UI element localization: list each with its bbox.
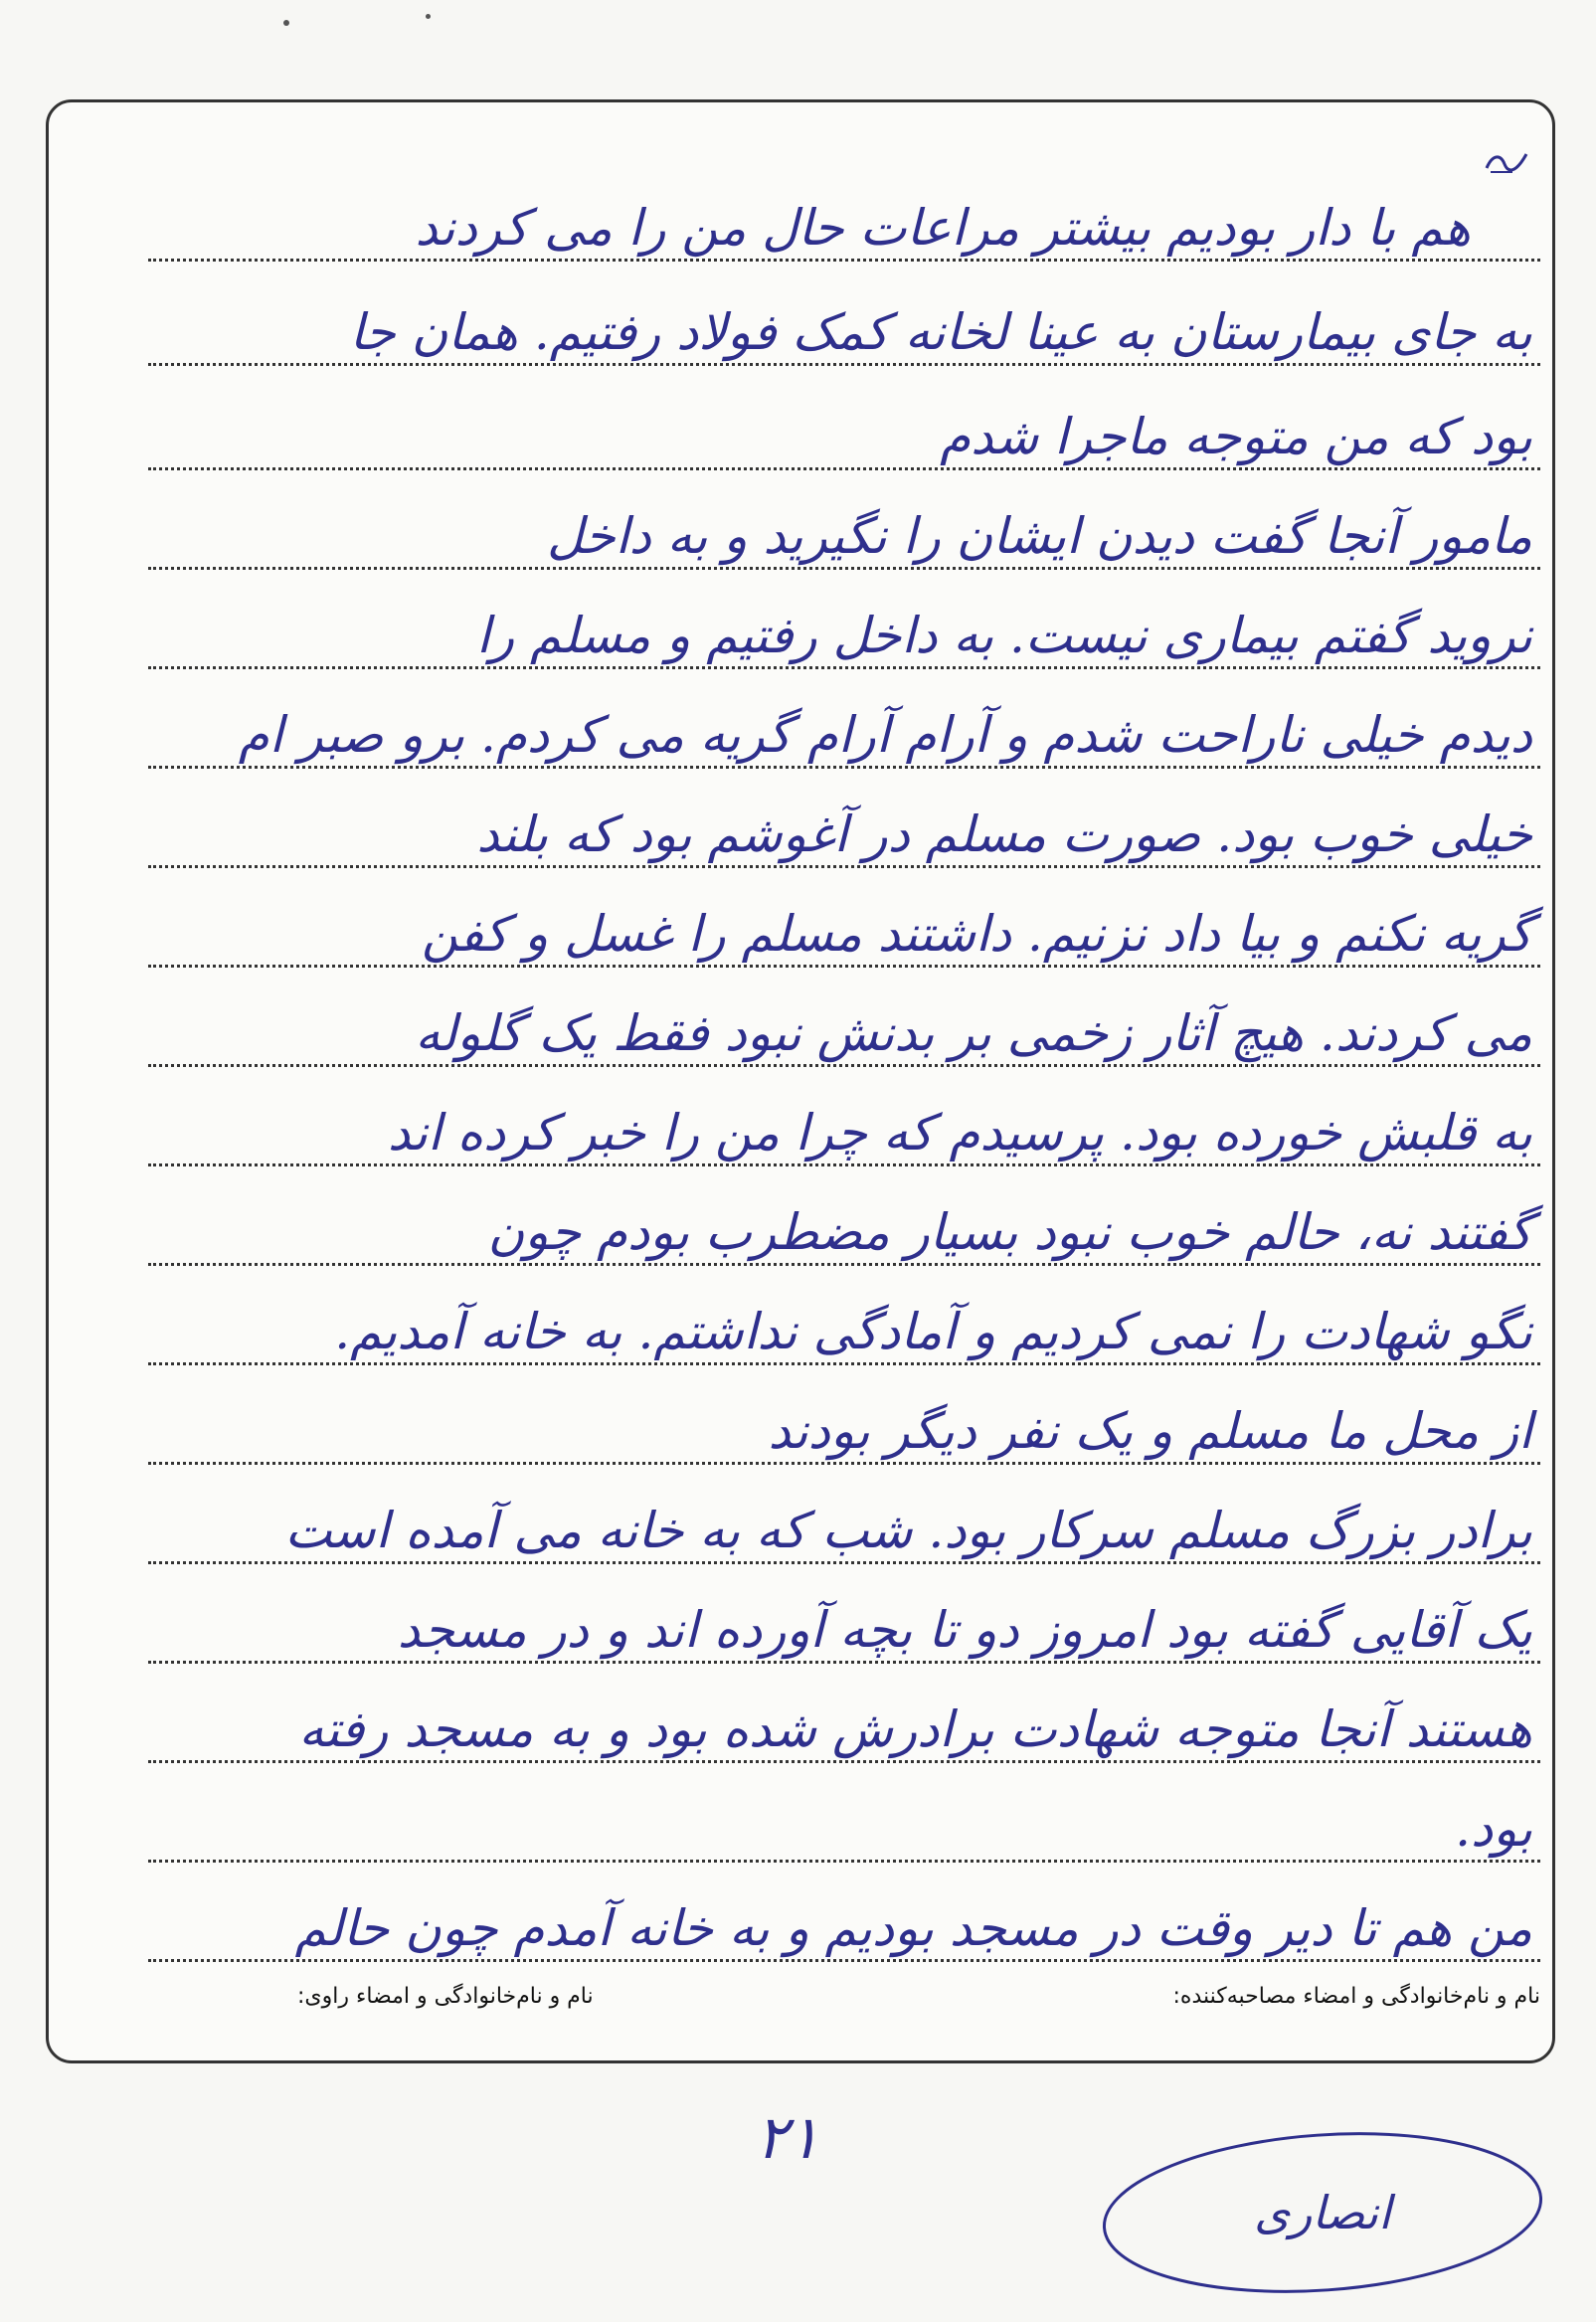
- handwritten-text: بود که من متوجه ماجرا شدم: [940, 408, 1532, 465]
- handwritten-text: بود.: [1455, 1800, 1532, 1858]
- handwritten-text: هستند آنجا متوجه شهادت برادرش شده بود و به مسجد رفته: [298, 1700, 1532, 1758]
- handwritten-text: هم با دار بودیم بیشتر مراعات حال من را می کردند: [415, 199, 1471, 257]
- ink-speck: [283, 20, 289, 26]
- handwritten-text: گفتند نه، حالم خوب نبود بسیار مضطرب بودم چون: [487, 1203, 1532, 1261]
- writing-line: [148, 689, 1540, 769]
- handwritten-text: دیدم خیلی ناراحت شدم و آرام آرام گریه می کردم. برو صبر ام: [238, 706, 1532, 764]
- handwritten-text: نگو شهادت را نمی کردیم و آمادگی نداشتم. به خانه آمدیم.: [334, 1303, 1532, 1360]
- writing-line: [148, 286, 1540, 366]
- signature-stamp: [1094, 2128, 1551, 2297]
- handwritten-text: یک آقایی گفته بود امروز دو تا بچه آورده اند و در مسجد: [397, 1601, 1532, 1659]
- writing-line: [148, 1783, 1540, 1863]
- handwritten-text: نروید گفتم بیماری نیست. به داخل رفتیم و مسلم را: [476, 607, 1532, 664]
- writing-line: [148, 1385, 1540, 1465]
- writing-line: [148, 1485, 1540, 1564]
- handwritten-text: به جای بیمارستان به عینا لخانه کمک فولاد رفتیم. همان جا: [349, 303, 1532, 361]
- handwritten-text: از محل ما مسلم و یک نفر دیگر بودند: [768, 1402, 1532, 1460]
- writing-line: [148, 1286, 1540, 1365]
- handwritten-text: می کردند. هیچ آثار زخمی بر بدنش نبود فقط یک گلوله: [415, 1004, 1532, 1062]
- writing-line: [148, 1584, 1540, 1664]
- writing-line: [148, 789, 1540, 868]
- form-frame: [46, 99, 1555, 2063]
- writing-line: [148, 888, 1540, 968]
- writing-line: [148, 182, 1540, 262]
- interviewer-signature-label: نام و نام‌خانوادگی و امضاء مصاحبه‌کننده:: [1172, 1984, 1540, 2009]
- writing-line: [148, 987, 1540, 1067]
- narrator-signature-label: نام و نام‌خانوادگی و امضاء راوی:: [297, 1984, 594, 2009]
- handwritten-text: من هم تا دیر وقت در مسجد بودیم و به خانه آمدم چون حالم: [294, 1899, 1532, 1957]
- page-number: ۲۱: [756, 2103, 820, 2173]
- signature: انصاری: [1254, 2186, 1391, 2239]
- writing-line: [148, 391, 1540, 470]
- handwritten-text: برادر بزرگ مسلم سرکار بود. شب که به خانه می آمده است: [284, 1502, 1532, 1559]
- writing-line: [148, 1684, 1540, 1763]
- handwritten-text: به قلبش خورده بود. پرسیدم که چرا من را خبر کرده اند: [387, 1104, 1532, 1161]
- handwritten-text: مامور آنجا گفت دیدن ایشان را نگیرید و به داخل: [546, 507, 1532, 565]
- writing-line: [148, 1882, 1540, 1962]
- writing-line: [148, 1186, 1540, 1266]
- handwritten-text: گریه نکنم و بیا داد نزنیم. داشتند مسلم را غسل و کفن: [422, 905, 1532, 963]
- writing-line: [148, 490, 1540, 570]
- pen-icon: [1483, 146, 1530, 176]
- writing-line: [148, 590, 1540, 669]
- writing-line: [148, 1087, 1540, 1166]
- ink-speck: [426, 14, 431, 19]
- handwritten-text: خیلی خوب بود. صورت مسلم در آغوشم بود که بلند: [476, 805, 1532, 863]
